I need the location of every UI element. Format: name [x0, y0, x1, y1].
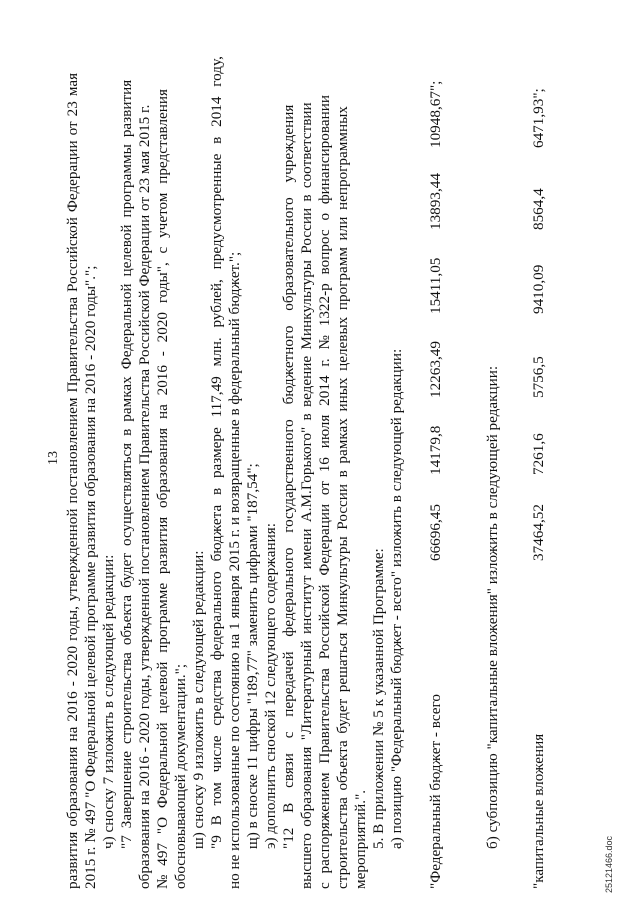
- table-cell: 13893,44: [427, 173, 444, 230]
- text-line: "9 В том числе средства федерального бюджета в размере 117,49 млн. рублей, предусмотренные в 2014 году,: [208, 56, 225, 849]
- table-cell: 8564,4: [530, 188, 547, 230]
- text-line: э) дополнить сноской 12 следующего содержания:: [262, 523, 279, 849]
- table-cell: 6471,93";: [530, 88, 547, 148]
- text-line: № 497 "О Федеральной целевой программе развития образования на 2016 - 2020 годы", с учетом представления: [154, 88, 171, 889]
- text-line: "7 Завершение строительства объекта будет осуществляться в рамках Федеральной целевой программы развития: [118, 79, 135, 849]
- text-line: 2015 г. № 497 "О Федеральной целевой программе развития образования на 2016 - 2020 годы".";: [82, 265, 99, 889]
- table-cell: 14179,8: [427, 425, 444, 475]
- text-line: "12 В связи с передачей федерального государственного бюджетного образовательного учреждения: [280, 104, 297, 849]
- text-line: а) позицию "Федеральный бюджет - всего" изложить в следующей редакции:: [388, 348, 405, 849]
- table-cell: 66696,45: [427, 504, 444, 561]
- table-cell: 10948,67";: [427, 80, 444, 148]
- table-cell: 9410,09: [530, 264, 547, 314]
- text-line: щ) в сноске 11 цифры "189,77" заменить цифрами "187,54";: [244, 463, 261, 849]
- text-line: мероприятий.".: [352, 789, 369, 889]
- text-line: ч) сноску 7 изложить в следующей редакции:: [100, 554, 117, 849]
- row-label: "Федеральный бюджет - всего: [427, 694, 444, 889]
- table-cell: 7261,6: [530, 433, 547, 475]
- text-line: 5. В приложении № 5 к указанной Программе:: [370, 548, 387, 849]
- table-cell: 12263,49: [427, 341, 444, 398]
- page-number: 13: [46, 451, 61, 465]
- text-line: образования на 2016 - 2020 годы, утвержденной постановлением Правительства Российской Федерации от 23 мая 2015 г.: [136, 104, 153, 889]
- table-cell: 15411,05: [427, 257, 444, 314]
- text-line: строительства объекта будет решаться Минкультуры России в рамках иных целевых программ или непрограммных: [334, 106, 351, 889]
- table-cell: 37464,52: [530, 504, 547, 561]
- text-line: обосновывающей документации.";: [172, 663, 189, 889]
- text-line: развития образования на 2016 - 2020 годы, утвержденной постановлением Правительства Российской Федерации от 23 мая: [64, 72, 81, 889]
- text-line: но не использованные по состоянию на 1 января 2015 г. и возвращенные в федеральный бюджет.";: [226, 251, 243, 889]
- subheading: б) субпозицию "капитальные вложения" изложить в следующей редакции:: [484, 365, 501, 849]
- document-code: 25121466.doc: [604, 835, 614, 893]
- text-line: высшего образования "Литературный институт имени А.М.Горького" в ведение Минкультуры России в соответствии: [298, 102, 315, 889]
- text-line: ш) сноску 9 изложить в следующей редакции:: [190, 550, 207, 849]
- row-label: "капитальные вложения: [530, 733, 547, 889]
- text-line: с распоряжением Правительства Российской Федерации от 16 июля 2014 г. № 1322-р вопрос о финансировании: [316, 95, 333, 889]
- table-cell: 5756,5: [530, 356, 547, 398]
